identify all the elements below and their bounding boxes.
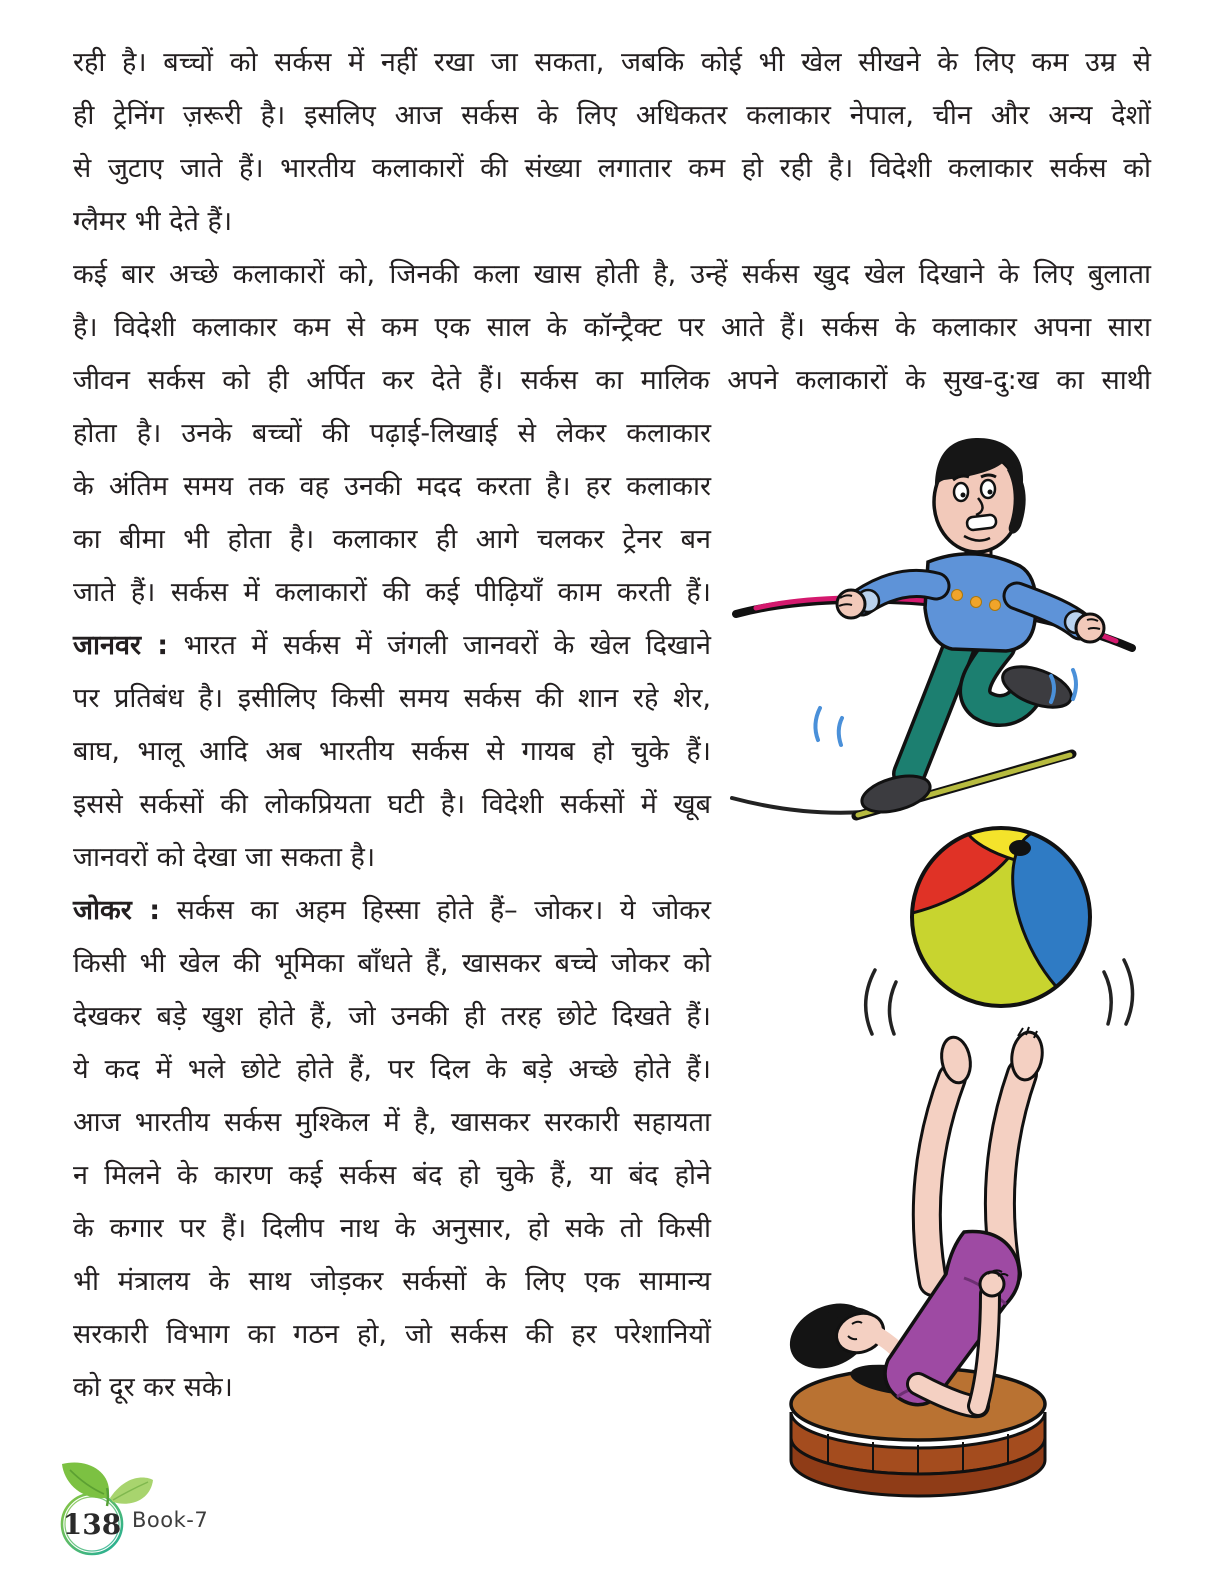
paragraph-heading: जानवर : [73,630,169,661]
text-line: सरकारी विभाग का गठन हो, जो सर्कस की हर परेशानियों [73,1319,711,1350]
text-line: का बीमा भी होता है। कलाकार ही आगे चलकर ट्रेनर बन [73,524,711,555]
text-line: से जुटाए जाते हैं। भारतीय कलाकारों की संख्या लगातार कम हो रही है। विदेशी कलाकार सर्कस को [73,153,1151,184]
text-line: कई बार अच्छे कलाकारों को, जिनकी कला खास होती है, उन्हें सर्कस खुद खेल दिखाने के लिए बुलाता [73,259,1151,290]
text-line: जाते हैं। सर्कस में कलाकारों की कई पीढ़ियाँ काम करती हैं। [73,577,711,608]
head [934,438,1026,552]
page-number: 138 [62,1508,122,1541]
tightrope-walker-illustration [720,418,1162,832]
text-line: आज भारतीय सर्कस मुश्किल में है, खासकर सरकारी सहायता [73,1107,711,1138]
text-line: ग्लैमर भी देते हैं। [73,206,233,237]
paragraph-heading: जोकर : [73,895,161,926]
text-line: जानवरों को देखा जा सकता है। [73,842,376,873]
text-line: न मिलने के कारण कई सर्कस बंद हो चुके हैं, या बंद होने [73,1160,711,1191]
text-line: ही ट्रेनिंग ज़रूरी है। इसलिए आज सर्कस के लिए अधिकतर कलाकार नेपाल, चीन और अन्य देशों [73,100,1151,131]
text-line: जीवन सर्कस को ही अर्पित कर देते हैं। सर्कस का मालिक अपने कलाकारों के सुख-दु:ख का साथी [73,365,1151,396]
text-line: के अंतिम समय तक वह उनकी मदद करता है। हर कलाकार [73,471,711,502]
text-line: को दूर कर सके। [73,1372,233,1403]
text-line: के कगार पर हैं। दिलीप नाथ के अनुसार, हो सके तो किसी [73,1213,711,1244]
text-line: रही है। बच्चों को सर्कस में नहीं रखा जा सकता, जबकि कोई भी खेल सीखने के लिए कम उम्र से [73,47,1151,78]
beach-ball [834,812,1170,1039]
small-leaf-icon [110,1478,153,1504]
text-line: देखकर बड़े खुश होते हैं, जो उनकी ही तरह छोटे दिखते हैं। [73,1001,711,1032]
tightrope-rope [732,798,864,813]
text-line: भी मंत्रालय के साथ जोड़कर सर्कसों के लिए एक सामान्य [73,1266,711,1297]
text-line: ये कद में भले छोटे होते हैं, पर दिल के बड़े अच्छे होते हैं। [73,1054,711,1085]
text-line: बाघ, भालू आदि अब भारतीय सर्कस से गायब हो चुके हैं। [73,736,711,767]
text-line: जानवर : भारत में सर्कस में जंगली जानवरों के खेल दिखाने [73,630,711,661]
text-line: होता है। उनके बच्चों की पढ़ाई-लिखाई से लेकर कलाकार [73,418,711,449]
book-label: Book-7 [132,1508,209,1532]
acrobat-balancing-ball-illustration [768,812,1194,1502]
text-line: पर प्रतिबंध है। इसीलिए किसी समय सर्कस की शान रहे शेर, [73,683,711,714]
text-line: जोकर : सर्कस का अहम हिस्सा होते हैं– जोकर। ये जोकर [73,895,711,926]
page-footer [50,1458,310,1578]
text-line: है। विदेशी कलाकार कम से कम एक साल के कॉन्ट्रैक्ट पर आते हैं। सर्कस के कलाकार अपना सारा [73,312,1151,343]
para-intro [73,36,1151,248]
acrobat-body [779,1232,1019,1407]
text-line: इससे सर्कसों की लोकप्रियता घटी है। विदेशी सर्कसों में खूब [73,789,711,820]
text-line: किसी भी खेल की भूमिका बाँधते हैं, खासकर बच्चे जोकर को [73,948,711,979]
para-artists-wide [73,248,1151,407]
ball-valve [1009,840,1031,856]
